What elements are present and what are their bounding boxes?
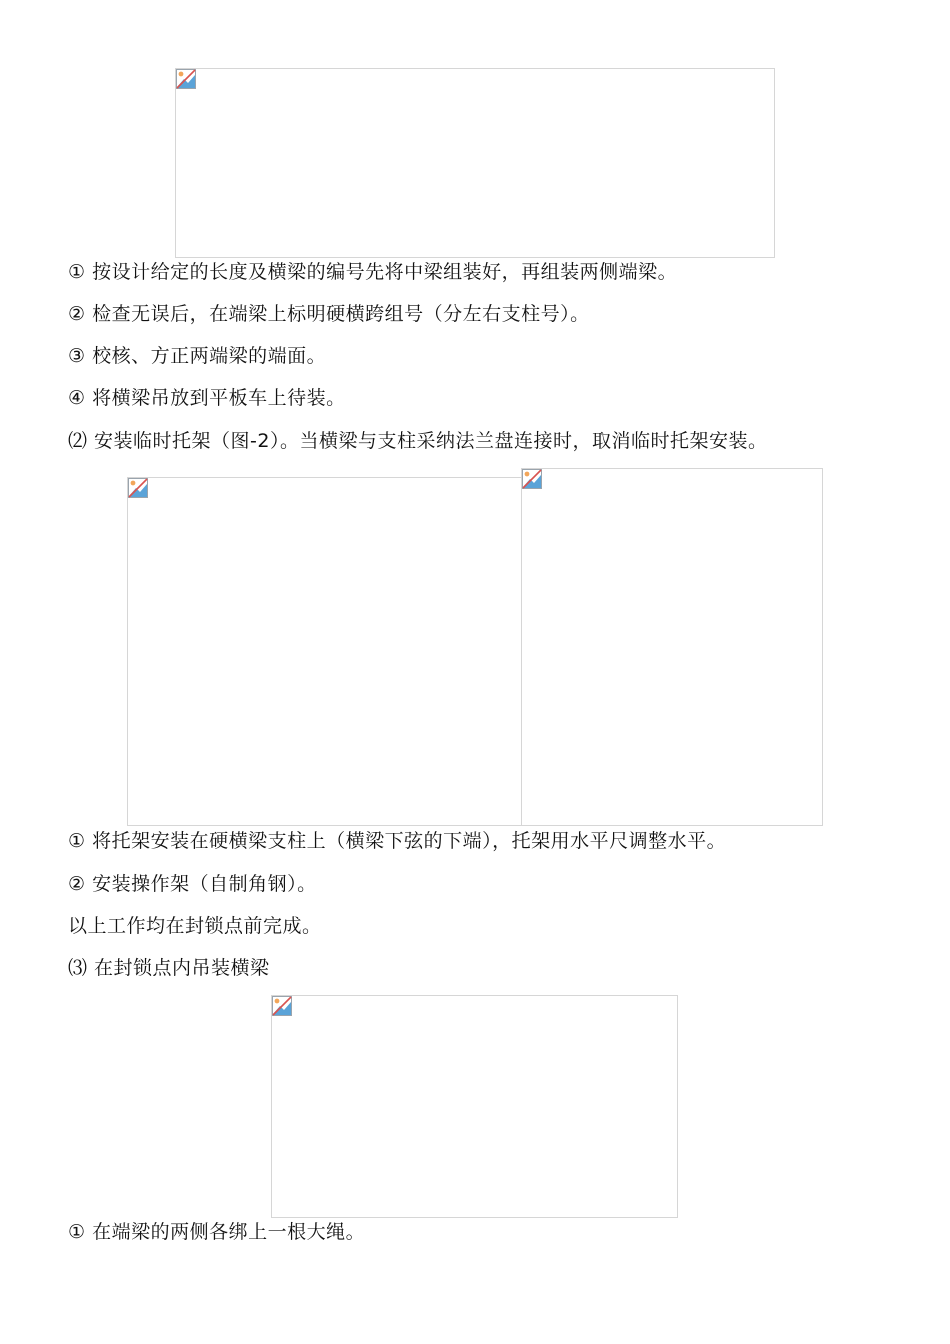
section-2-heading: ⑵ 安装临时托架（图-2）。当横梁与支柱采纳法兰盘连接时，取消临时托架安装。 <box>68 430 768 452</box>
figure-image-1 <box>175 68 775 258</box>
step-4-text: ④ 将横梁吊放到平板车上待装。 <box>68 387 346 409</box>
figure-image-4 <box>271 995 678 1218</box>
step-1-hoist-text: ① 在端梁的两侧各绑上一根大绳。 <box>68 1221 366 1243</box>
step-2-bracket-text: ② 安装操作架（自制角钢）。 <box>68 873 317 895</box>
broken-image-icon <box>272 996 292 1016</box>
broken-image-icon <box>128 478 148 498</box>
completion-note: 以上工作均在封锁点前完成。 <box>68 915 322 937</box>
step-3-text: ③ 校核、方正两端梁的端面。 <box>68 345 327 367</box>
step-1-text: ① 按设计给定的长度及横梁的编号先将中梁组装好，再组装两侧端梁。 <box>68 261 678 283</box>
figure-image-2 <box>127 477 522 826</box>
step-2-text: ② 检查无误后，在端梁上标明硬横跨组号（分左右支柱号）。 <box>68 303 590 325</box>
section-3-heading: ⑶ 在封锁点内吊装横梁 <box>68 957 270 979</box>
broken-image-icon <box>522 469 542 489</box>
step-1-bracket-text: ① 将托架安装在硬横梁支柱上（横梁下弦的下端），托架用水平尺调整水平。 <box>68 830 727 852</box>
broken-image-icon <box>176 69 196 89</box>
figure-image-3 <box>521 468 823 826</box>
